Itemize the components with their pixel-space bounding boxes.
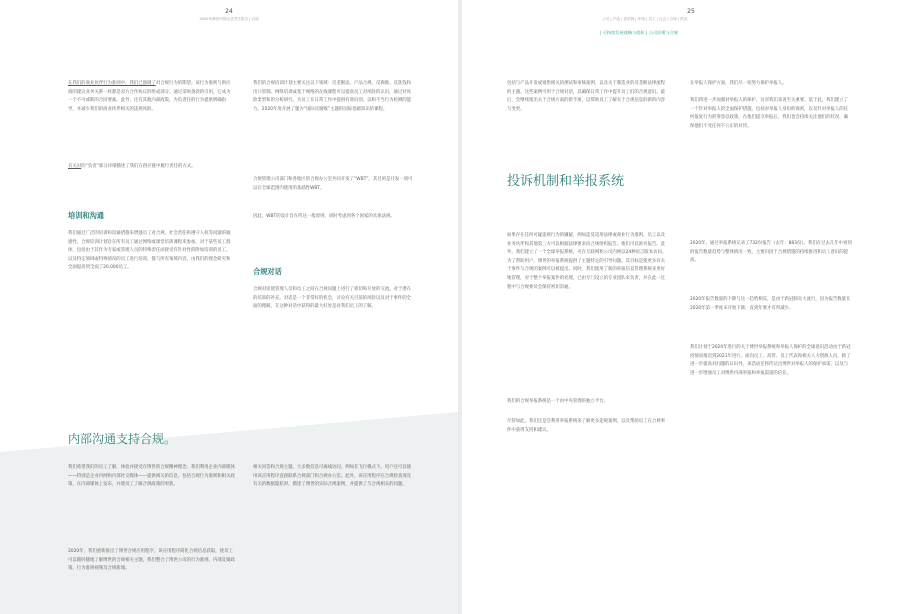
wbt-design-paragraph: 因此，WBT的设计旨在传达一般原则，同时考虑到各个国家的具体法规。 [253, 214, 395, 219]
band-paragraph-3: 相关问答和合规主题，大多数信息可离线访问，例如在飞行模式下。用户还可以使用该应用程序直接联系合规部门和合规办公室。此外，该应用程序在合规检查项及有关的数据隐私时，描述了博世的实际合规案例，并提供了与合规相关的问题。 [253, 465, 412, 488]
whistleblower-system-note: 我们的合规举报系统是一个由中央管理的独立平台。 [507, 399, 608, 404]
left-column-1 [68, 80, 232, 120]
heading-training: 培训和沟通 [68, 211, 104, 220]
section-navigation-active[interactable]: | 可持续发展战略与组织 | 公司治理与合规 [600, 30, 679, 35]
right-column-2 [690, 80, 852, 95]
heading-complaint-mechanism: 投诉机制和举报系统 [507, 174, 625, 189]
supply-chain-link[interactable]: 有关对 [68, 164, 82, 169]
supplier-code-paragraph: 在我们的商业伙伴行为准则中，我们已强调了对合规行为的期望。该行为准则与供应商的建议业务关系一样都是双方合作协议的组成部分。通过采购条款的引用，它成为一个不可或缺的合同要素。此外，还有其他内部政策，为负责任的行为提供明确指导，并减少我们的商业伙伴相关的违规风险。 [68, 81, 231, 112]
whistleblower-protection-intro: 在举报人保护方面，我们尽一切努力保护举报人。 [690, 81, 787, 86]
supplier-code-link[interactable]: 在我们的商业伙伴行为准则中，我们已强调了 [68, 81, 156, 86]
heading-compliance-dialog: 合规对话 [253, 267, 282, 276]
page-number-right: 25 [687, 8, 695, 15]
page-subtitle-left: 2020年博世中国企业责任报告 | 合规 [199, 17, 259, 21]
right-page [462, 0, 920, 614]
left-page [0, 0, 458, 614]
reports-decline-paragraph: 2020年报告数量的下降与这一趋势相反，是由于新冠肺炎大流行，因为报告数量在2020年第一季度末开始下降，直到年底才有所减少。 [690, 297, 851, 311]
section-navigation[interactable]: 公司 | 产品 | 供应链 | 环境 | 员工 | 社会 | 合规 | 附录 [602, 17, 688, 21]
band-column-1 [68, 464, 236, 496]
protection-paragraph: 我们将进一步加强对举报人的保护，这对我们来说至关重要。基于此，我们建立了一个针对举报人的全面保护措施，包括对举报人身份的保密，以及针对举报人的任何报复行为的零容忍政策，在他们提交举报后，我们也会持续关注他们的状况，确保他们不受任何不公正的对待。 [690, 98, 849, 129]
reports-2020-paragraph: 2020年，通过举报系统记录了732份报告（去年：883份）。我们在过去几年中看到的报告数量趋势与整体情况一致，主要归因于合规措施的持续推进和员工意识的提高。 [690, 241, 852, 264]
training-focus-paragraph: 我们的合规培训计划主要关注以下领域：反垄断法、产品合规、反腐败、反洗钱和出口管制。网络培训或基于网络的在线课程可以提高员工对风险的认识，通过对风险类型和的分析研究，为员工在日常工作中提供有效识别，以和不当行为检测的能力。2020年度开展了题为“国际反腐败”主题的国际基础知识的课程。 [253, 81, 412, 112]
awareness-campaign-paragraph: 我们计划于2020年进行的关于博世举报系统和举报人保护的全球意识活动由于新冠疫情而推迟到2021年进行。面向员工、高管、员工代表和相关人力资源人员，除了进一步提高对问题的认识外，该活动还将传达出博世对举报人的保护承诺，以及与进一步增强员工对博世内部举报和举报渠道的信任。 [690, 345, 851, 376]
band-paragraph-2: 2020年，我们重新推出了博世合规应用程序，该应用程序简化合规信息获取，使员工可以随时随地了解博世的合规相关主题，我们整合了博世公司的行为准则、内部反腐政策、行为准则视频及合规新闻。 [68, 549, 235, 572]
right-column-1 [507, 80, 669, 120]
band-column-1-bottom [68, 548, 236, 580]
page-number-left: 24 [225, 8, 233, 15]
complaint-paragraph: 如果存在任何可疑违规行为的嫌疑，例如违反适用法律或商业行为准则，员工以及业务伙伴和其他第三方可以根据法律要求向合规组织报告。他们可以匿名报告。此外，我们建立了一个全球举报系统，可在互联网和公司内网以24种语言版本访问。为了帮助用户，博世的举报系统提供了主题特定的引导问题。其目标是使更多有关于事件与合规的案例可以被提出。同时，我们使用了新的举报信息管理系统来更好地管理，对于整个举报案件的处理，已由专门设立的专业团队来负责，并在此一过程中与合规委员会保持密切沟通。 [507, 233, 667, 290]
left-column-2 [253, 80, 413, 120]
supply-chain-note: 有关对的“负责”部分详细描述了我们在供应链中履行责任的方式。 [68, 164, 196, 169]
final-paragraph: 尽管如此，我们还是会利用举报系统来了解更多违规案例，以及帮助员工在合规事件中获得支持和建议。 [507, 419, 666, 433]
training-paragraph: 我们通过广泛的培训和沟通措施来增强员工对合规、社会责任和遵守人权等问题的敏感性。合规培训计划旨在所有员工通过网络或课堂培训课程来参加。对于某些员工群体，包括由于其作为专家或管理人员的特殊责任而接受有针对性的附加培训的员工，以及特定领域或特殊情况的员工进行培训，都与所有领域内容，由我们的理念研究和全面提高到全面了20,000员工。 [68, 231, 231, 271]
dialog-paragraph: 合规对话使管理人员和员工之间在合规问题上进行了密切和开放的交流。对于潜在的培训的补充，对话是一个非常好的机会，讨论有关目前的风险以及对于事件的全面的理解，在这种对话中获得的最大好处是对我们员工的了解。 [253, 287, 412, 310]
band-paragraph-1: 我们希望我们的员工了解，体验并接受在博世的合规精神理念。我们利用企业内部媒体——特别是企业内网和内部社交媒体——提供相关的信息，包括合规行为准则和相关政策，在内部媒体上发布，并使员工了解合规政策的更新。 [68, 465, 235, 488]
wbt-paragraph: 合规管理公司部门和各地区的合规办公室共同开发了“WBT”。其目的是开发一项可以在全球范围内使用的基础性WBT。 [253, 177, 413, 191]
band-column-2 [253, 464, 413, 496]
case-studies-paragraph: 包括与产品开发或销售相关的测试和审核案例，以及关于制造业的反垄断法律流程的主题。这些案例可用于合规对话，以确保日常工作中提升员工们的合规意识。最后，会继续推出关于合规方面的新手册，以帮助员工了解关于合规信息的新的内容与变更。 [507, 81, 666, 112]
band-title: 内部沟通支持合规。 [68, 432, 177, 446]
